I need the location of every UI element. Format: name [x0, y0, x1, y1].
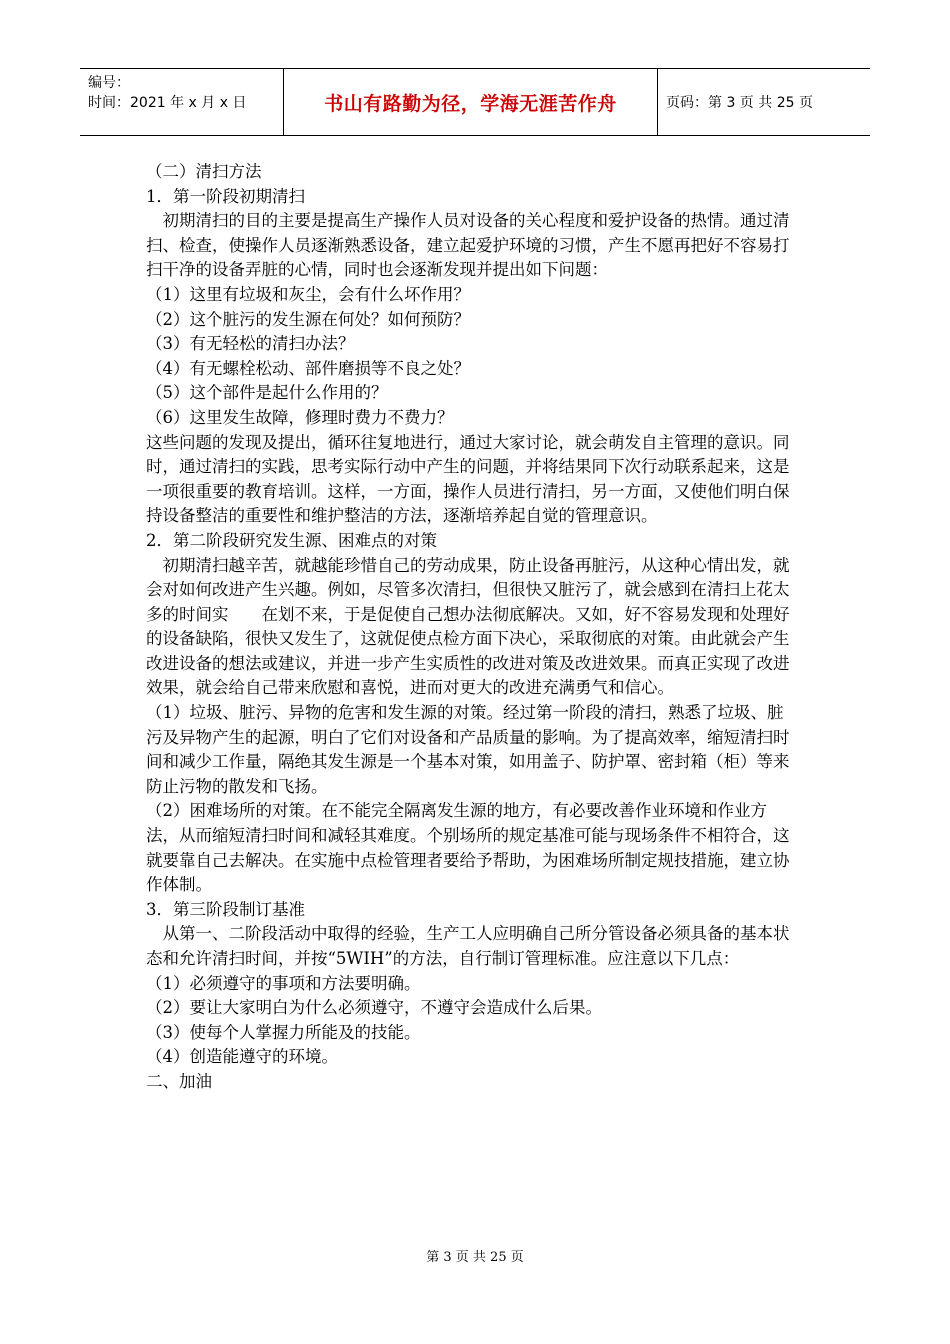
list-item: （3）有无轻松的清扫办法？	[146, 334, 355, 354]
page-header	[80, 68, 870, 136]
list-item: （2）要让大家明白为什么必须遵守，不遵守会造成什么后果。	[146, 998, 602, 1018]
stage-heading: 3．第三阶段制订基准	[146, 899, 305, 919]
page-footer: 第 3 页 共 25 页	[426, 1250, 524, 1265]
list-item: （3）使每个人掌握力所能及的技能。	[146, 1022, 421, 1042]
header-motto: 书山有路勤为径，学海无涯苦作舟	[284, 69, 658, 135]
list-item: （1）这里有垃圾和灰尘，会有什么坏作用？	[146, 284, 470, 304]
stage-heading: 1．第一阶段初期清扫	[146, 186, 305, 206]
stage-heading: 2．第二阶段研究发生源、困难点的对策	[146, 530, 437, 550]
list-item: （1）垃圾、脏污、异物的危害和发生源的对策。经过第一阶段的清扫，熟悉了垃圾、脏污及异物产生的起源，明白了它们对设备和产品质量的影响。为了提高效率，缩短清扫时间和减少工作量，隔绝其发生源是一个基本对策，如用盖子、防护罩、密封箱（柜）等来防止污物的散发和飞扬。	[146, 703, 790, 796]
header-meta	[80, 69, 284, 135]
number-label: 编号：	[88, 75, 130, 91]
paragraph: 初期清扫越辛苦，就越能珍惜自己的劳动成果，防止设备再脏污，从这种心情出发，就会对如何改进产生兴趣。例如，尽管多次清扫，但很快又脏污了，就会感到在清扫上花太多的时间实 在划不来，于是促使自己想办法彻底解决。又如，好不容易发现和处理好的设备缺陷，很快又发生了，这就促使点检方面下决心，采取彻底的对策。由此就会产生改进设备的想法或建议，并进一步产生实质性的改进对策及改进效果。而真正实现了改进效果，就会给自己带来欣慰和喜悦，进而对更大的改进充满勇气和信心。	[146, 555, 790, 698]
list-item: （5）这个部件是起什么作用的？	[146, 383, 388, 403]
paragraph: 这些问题的发现及提出，循环往复地进行，通过大家讨论，就会萌发自主管理的意识。同时，通过清扫的实践，思考实际行动中产生的问题，并将结果同下次行动联系起来，这是一项很重要的教育培训。这样，一方面，操作人员进行清扫，另一方面，又使他们明白保持设备整洁的重要性和维护整洁的方法，逐渐培养起自觉的管理意识。	[146, 432, 790, 526]
list-item: （4）创造能遵守的环境。	[146, 1047, 338, 1067]
paragraph: 从第一、二阶段活动中取得的经验，生产工人应明确自己所分管设备必须具备的基本状态和允许清扫时间，并按“5WIH”的方法，自行制订管理标准。应注意以下几点：	[146, 924, 790, 968]
section-heading: （二）清扫方法	[146, 162, 262, 181]
paragraph: 初期清扫的目的主要是提高生产操作人员对设备的关心程度和爱护设备的热情。通过清扫、检查，使操作人员逐渐熟悉设备，建立起爱护环境的习惯，产生不愿再把好不容易打扫干净的设备弄脏的心情，同时也会逐渐发现并提出如下问题：	[146, 211, 790, 280]
time-label: 时间：2021 年 x 月 x 日	[88, 95, 247, 111]
section-heading: 二、加油	[146, 1071, 212, 1091]
list-item: （6）这里发生故障，修理时费力不费力？	[146, 407, 454, 427]
list-item: （2）这个脏污的发生源在何处？如何预防？	[146, 309, 470, 329]
document-body	[146, 160, 798, 1095]
list-item: （2）困难场所的对策。在不能完全隔离发生源的地方，有必要改善作业环境和作业方法，从而缩短清扫时间和减轻其难度。个别场所的规定基准可能与现场条件不相符合，这就要靠自己去解决。在实施中点检管理者要给予帮助，为困难场所制定规技措施，建立协作体制。	[146, 801, 790, 895]
list-item: （4）有无螺栓松动、部件磨损等不良之处？	[146, 358, 470, 378]
header-page-info: 页码：第 3 页 共 25 页	[666, 95, 813, 111]
list-item: （1）必须遵守的事项和方法要明确。	[146, 973, 421, 993]
